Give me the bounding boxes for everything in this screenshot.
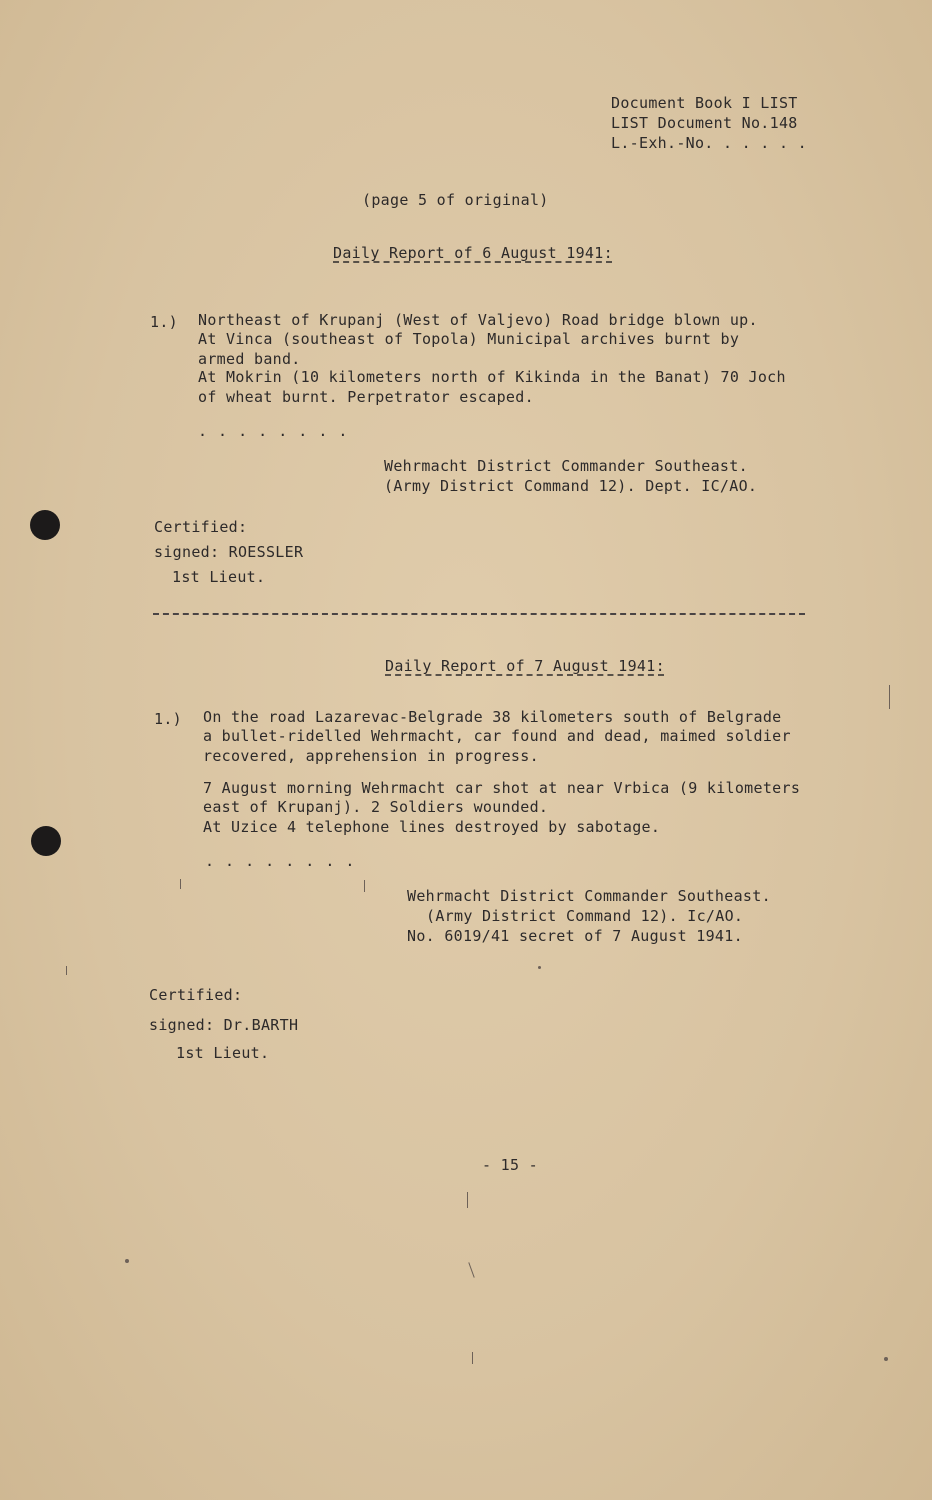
paper-speck xyxy=(180,879,181,889)
section-divider xyxy=(153,613,805,615)
report1-line-3: armed band. xyxy=(198,350,301,368)
paper-speck xyxy=(468,1262,474,1277)
header-line-1: Document Book I LIST xyxy=(611,94,798,112)
paper-speck xyxy=(125,1259,129,1263)
paper-speck xyxy=(538,966,541,969)
paper-speck xyxy=(472,1352,473,1364)
header-line-2: LIST Document No.148 xyxy=(611,114,798,132)
report2-signed: signed: Dr.BARTH xyxy=(149,1016,299,1034)
paper-speck xyxy=(467,1192,468,1208)
report1-ellipsis: . . . . . . . . xyxy=(198,422,349,440)
report1-line-1: Northeast of Krupanj (West of Valjevo) Road bridge blown up. xyxy=(198,311,758,329)
report2-certified: Certified: xyxy=(149,986,243,1004)
report1-line-5: of wheat burnt. Perpetrator escaped. xyxy=(198,388,534,406)
page-note: (page 5 of original) xyxy=(362,191,549,209)
paper-speck xyxy=(66,966,67,975)
report1-certified: Certified: xyxy=(154,518,248,536)
punch-hole-bottom xyxy=(31,826,61,856)
report1-signature-line-1: Wehrmacht District Commander Southeast. xyxy=(384,457,748,475)
punch-hole-top xyxy=(30,510,60,540)
report1-title: Daily Report of 6 August 1941: xyxy=(333,244,613,262)
report2-line-5: east of Krupanj). 2 Soldiers wounded. xyxy=(203,798,549,816)
report2-line-3: recovered, apprehension in progress. xyxy=(203,747,539,765)
report1-line-2: At Vinca (southeast of Topola) Municipal archives burnt by xyxy=(198,330,740,348)
report1-rank: 1st Lieut. xyxy=(172,568,266,586)
report2-line-4: 7 August morning Wehrmacht car shot at near Vrbica (9 kilometers xyxy=(203,779,801,797)
report1-item-number: 1.) xyxy=(150,313,178,331)
report2-ellipsis: . . . . . . . . xyxy=(205,852,356,870)
report1-line-4: At Mokrin (10 kilometers north of Kikinda in the Banat) 70 Joch xyxy=(198,368,786,386)
paper-speck xyxy=(889,685,890,709)
report2-title: Daily Report of 7 August 1941: xyxy=(385,657,665,675)
paper-speck xyxy=(884,1357,888,1361)
report2-signature-line-1: Wehrmacht District Commander Southeast. xyxy=(407,887,771,905)
report1-signature-line-2: (Army District Command 12). Dept. IC/AO. xyxy=(384,477,758,495)
header-line-3: L.-Exh.-No. . . . . . xyxy=(611,134,807,152)
report2-rank: 1st Lieut. xyxy=(176,1044,270,1062)
report2-line-1: On the road Lazarevac-Belgrade 38 kilometers south of Belgrade xyxy=(203,708,782,726)
report2-line-6: At Uzice 4 telephone lines destroyed by sabotage. xyxy=(203,818,661,836)
paper-speck xyxy=(364,880,365,892)
report2-signature-line-2: (Army District Command 12). Ic/AO. xyxy=(426,907,744,925)
report2-line-2: a bullet-ridelled Wehrmacht, car found and dead, maimed soldier xyxy=(203,727,791,745)
report2-item-number: 1.) xyxy=(154,710,182,728)
page-number: - 15 - xyxy=(482,1156,538,1174)
report1-signed: signed: ROESSLER xyxy=(154,543,304,561)
report2-signature-line-3: No. 6019/41 secret of 7 August 1941. xyxy=(407,927,743,945)
